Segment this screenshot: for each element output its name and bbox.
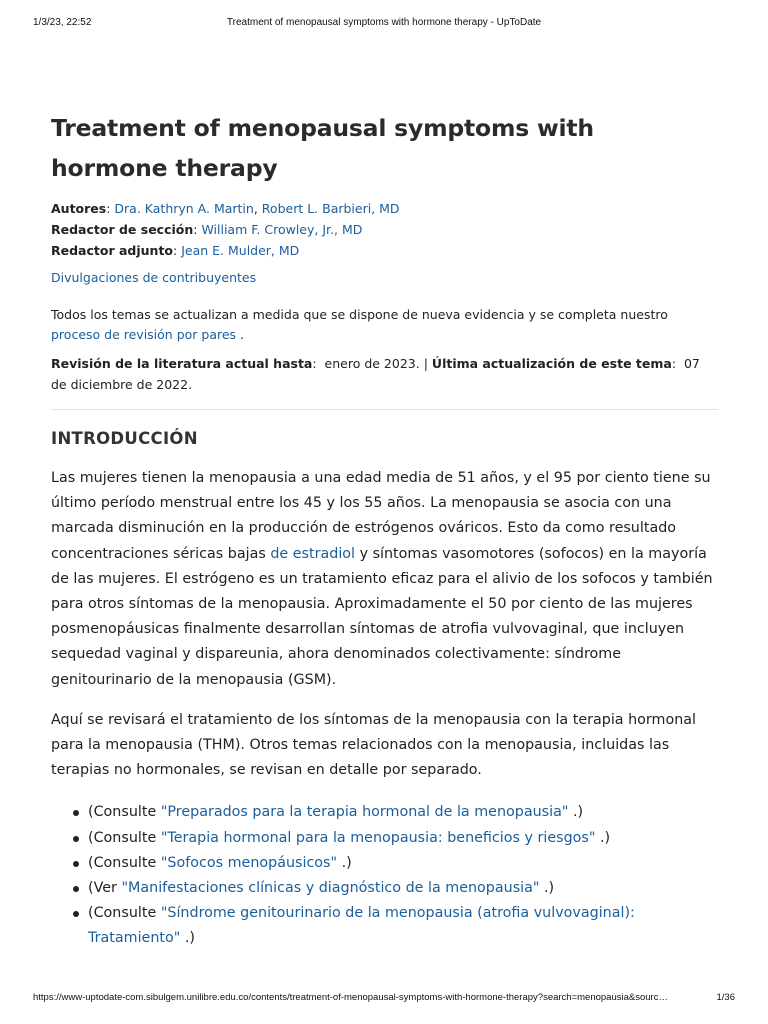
list-item: (Consulte "Síndrome genitourinario de la menopausia (atrofia vulvovaginal): Tratamiento" .) [73,901,718,951]
topic-link-beneficios-riesgos[interactable]: "Terapia hormonal para la menopausia: beneficios y riesgos" [160,829,596,846]
author-link-martin[interactable]: Dra. Kathryn A. Martin [114,201,254,216]
list-item: (Consulte "Preparados para la terapia hormonal de la menopausia" .) [73,800,718,825]
section-divider [51,409,718,410]
list-item: (Consulte "Terapia hormonal para la menopausia: beneficios y riesgos" .) [73,826,718,851]
author-link-barbieri[interactable]: Robert L. Barbieri, MD [261,201,400,216]
intro-heading: INTRODUCCIÓN [51,429,198,448]
print-footer [0,992,768,1008]
related-topics-list [51,800,718,951]
intro-p1-text-before: Las mujeres tienen la menopausia a una edad media de 51 años, y el 95 por ciento tiene su último período menstrual entre los 45 y los 55 años. La menopausia se asocia con una marcada disminución en la producción de estrógenos ováricos. Esto da como resultado concentraciones séricas bajas [51,470,711,562]
print-title: Treatment of menopausal symptoms with hormone therapy - UpToDate [226,17,542,28]
estradiol-link[interactable]: de estradiol [270,545,356,562]
intro-paragraph-2: Aquí se revisará el tratamiento de los síntomas de la menopausia con la terapia hormonal para la menopausia (THM). Otros temas relacionados con la menopausia, incluidas las terapias no hormonales, se revisan en detalle por separado. [51,711,697,779]
update-notice [51,305,718,345]
topic-link-sindrome-genitourinario[interactable]: "Síndrome genitourinario de la menopausia (atrofia vulvovaginal): Tratamiento" [88,905,635,947]
list-item: (Consulte "Sofocos menopáusicos" .) [73,851,718,876]
topic-link-preparados[interactable]: "Preparados para la terapia hormonal de la menopausia" [160,804,569,821]
lit-review-label: Revisión de la literatura actual hasta [51,356,313,371]
authors-row: Autores: Dra. Kathryn A. Martin, Robert L. Barbieri, MD [51,201,400,216]
intro-p1-text-after: y síntomas vasomotores (sofocos) en la mayoría de las mujeres. El estrógeno es un tratamiento eficaz para el alivio de los sofocos y también para otros síntomas de la menopausia. Aproximadamente el 50 por ciento de las mujeres posmenopáusicas finalmente desarrollan síntomas de atrofia vulvovaginal, que incluyen sequedad vaginal y dispareunia, ahora denominados colectivamente: síndrome genitourinario de la menopausia (GSM). [51,545,713,688]
article-content [51,108,718,952]
section-editor-row: Redactor de sección: William F. Crowley, Jr., MD [51,222,363,237]
page-number: 1/36 [716,992,735,1003]
deputy-editor-link[interactable]: Jean E. Mulder, MD [181,243,300,258]
disclosures-link[interactable]: Divulgaciones de contribuyentes [51,270,257,285]
print-url: https://www-uptodate-com.sibulgem.unilibre.edu.co/contents/treatment-of-menopausal-symptoms-with-hormone-therapy?search=menopausia&sourc… [33,992,668,1003]
print-date: 1/3/23, 22:52 [33,17,92,28]
last-update-date: 07 de diciembre de 2022. [51,356,700,392]
update-text-end: . [240,327,245,342]
bullet-icon [73,886,79,892]
pipe-separator: | [423,356,428,371]
authors-label: Autores [51,201,107,216]
bullet-icon [73,911,79,917]
article-meta [51,198,718,261]
intro-paragraph-1 [51,466,718,693]
revision-info: Revisión de la literatura actual hasta: enero de 2023. | Última actualización de este tema: 07 de diciembre de 2022. [51,356,700,392]
print-header [0,17,768,33]
disclosures-row [51,268,718,288]
deputy-editor-label: Redactor adjunto [51,243,174,258]
bullet-icon [73,810,79,816]
section-editor-link[interactable]: William F. Crowley, Jr., MD [201,222,363,237]
update-text: Todos los temas se actualizan a medida que se dispone de nueva evidencia y se completa nuestro [51,307,668,322]
bullet-icon [73,836,79,842]
topic-link-manifestaciones[interactable]: "Manifestaciones clínicas y diagnóstico de la menopausia" [121,880,540,897]
bullet-icon [73,861,79,867]
lit-review-date: enero de 2023. [324,356,420,371]
section-editor-label: Redactor de sección [51,222,194,237]
page-title: Treatment of menopausal symptoms with hormone therapy [51,114,594,182]
list-item: (Ver "Manifestaciones clínicas y diagnóstico de la menopausia" .) [73,876,718,901]
last-update-label: Última actualización de este tema [431,356,672,371]
topic-link-sofocos[interactable]: "Sofocos menopáusicos" [160,854,338,871]
deputy-editor-row: Redactor adjunto: Jean E. Mulder, MD [51,243,300,258]
peer-review-link[interactable]: proceso de revisión por pares [51,327,237,342]
